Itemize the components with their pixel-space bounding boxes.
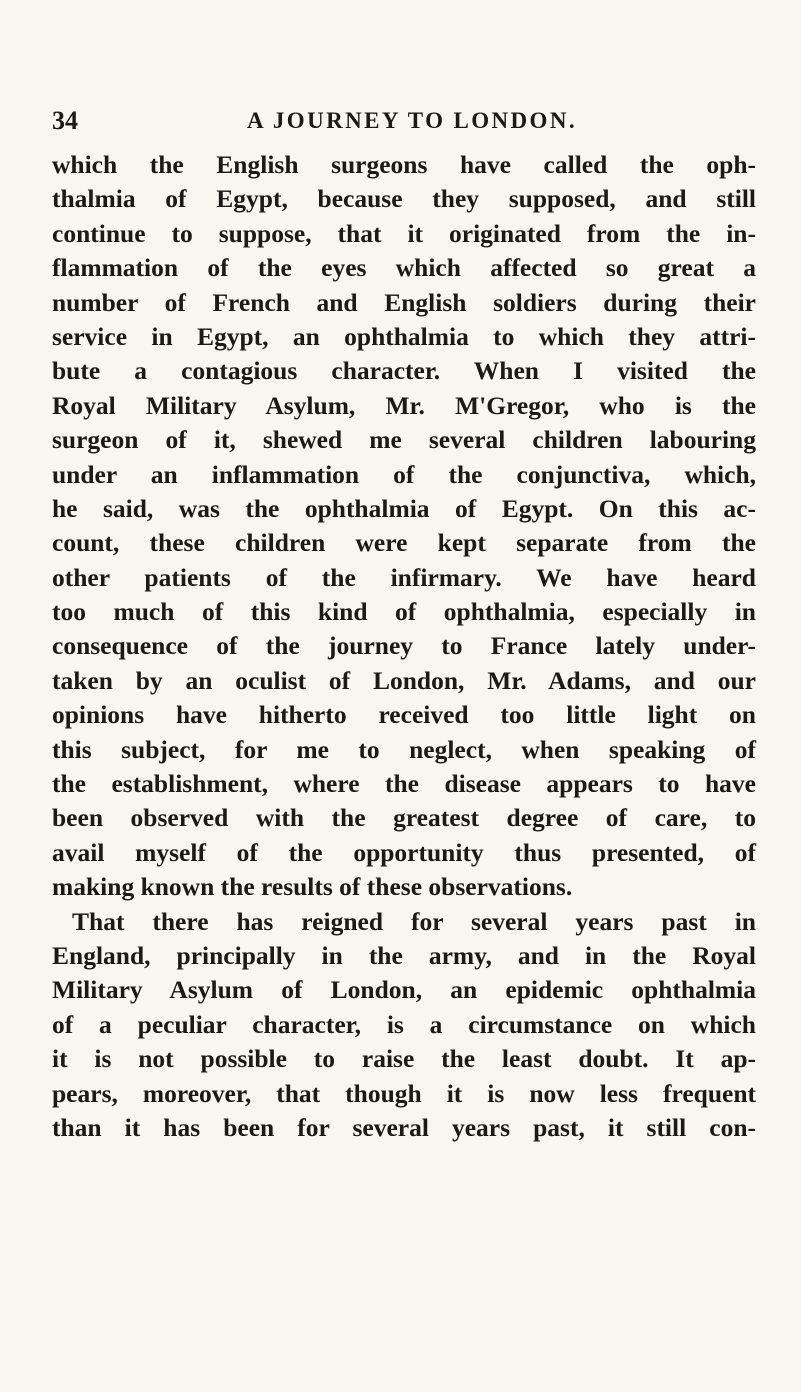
body-text <box>52 148 756 1145</box>
text-line: of a peculiar character, is a circumstance on which <box>52 1009 756 1039</box>
text-line: continue to suppose, that it originated from the in- <box>52 218 756 248</box>
text-line: than it has been for several years past, it still con- <box>52 1112 756 1142</box>
text-line: service in Egypt, an ophthalmia to which they attri- <box>52 321 756 351</box>
text-line: That there has reigned for several years past in <box>72 906 756 936</box>
text-line: surgeon of it, shewed me several children labouring <box>52 425 756 455</box>
text-line: pears, moreover, that though it is now less frequent <box>52 1078 756 1108</box>
text-line: bute a contagious character. When I visited the <box>52 356 756 386</box>
text-line: flammation of the eyes which affected so great a <box>52 253 756 283</box>
text-line: consequence of the journey to France lately under- <box>52 631 756 661</box>
text-line: Royal Military Asylum, Mr. M'Gregor, who is the <box>52 390 756 420</box>
text-line: England, principally in the army, and in the Royal <box>52 940 756 970</box>
text-line: thalmia of Egypt, because they supposed, and still <box>52 184 756 214</box>
text-line: making known the results of these observations. <box>52 872 573 902</box>
text-line: the establishment, where the disease appears to have <box>52 769 756 799</box>
running-head <box>52 104 752 138</box>
text-line: opinions have hitherto received too little light on <box>52 700 756 730</box>
text-line: taken by an oculist of London, Mr. Adams, and our <box>52 665 756 695</box>
text-line: avail myself of the opportunity thus presented, of <box>52 837 756 867</box>
text-line: Military Asylum of London, an epidemic ophthalmia <box>52 975 756 1005</box>
text-line: under an inflammation of the conjunctiva, which, <box>52 459 756 489</box>
page-number: 34 <box>52 106 78 135</box>
text-line: other patients of the infirmary. We have heard <box>52 562 756 592</box>
text-line: he said, was the ophthalmia of Egypt. On this ac- <box>52 493 756 523</box>
text-line: number of French and English soldiers during their <box>52 287 756 317</box>
text-line: which the English surgeons have called the oph- <box>52 150 756 179</box>
text-line: count, these children were kept separate from the <box>52 528 756 558</box>
text-line: it is not possible to raise the least doubt. It ap- <box>52 1044 756 1074</box>
running-title: A JOURNEY TO LONDON. <box>247 108 578 133</box>
text-line: been observed with the greatest degree of care, to <box>52 803 756 833</box>
text-line: this subject, for me to neglect, when speaking of <box>52 734 756 764</box>
text-line: too much of this kind of ophthalmia, especially in <box>52 597 756 627</box>
